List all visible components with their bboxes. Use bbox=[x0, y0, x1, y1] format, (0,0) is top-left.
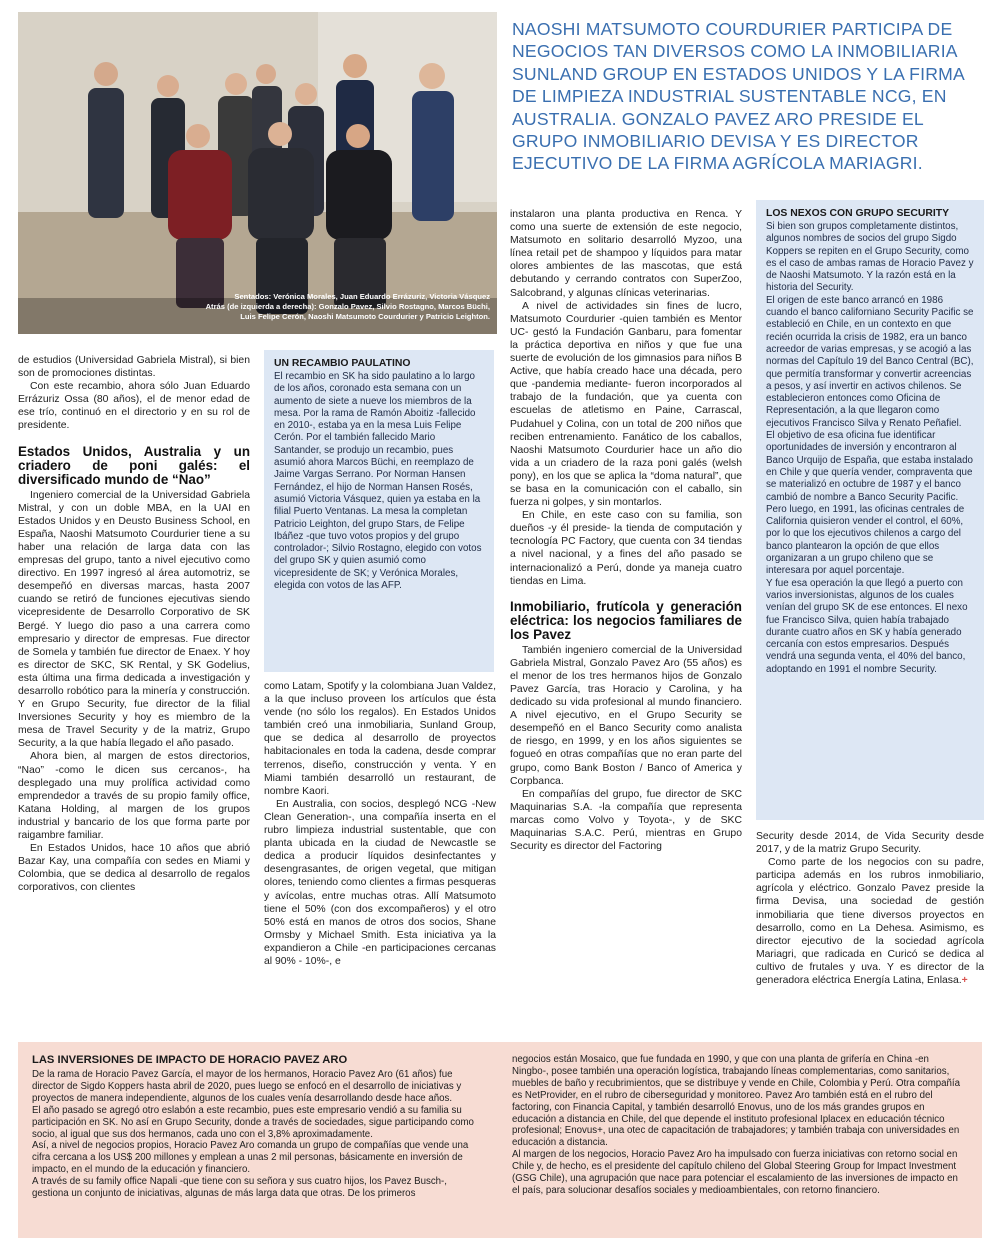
inversiones-right-column bbox=[512, 1054, 964, 1197]
nexos-paragraph-3: El objetivo de esa oficina fue identificar oportunidades de inversión y encontraron al Banco Urquijo de España, que estaba instalado en Chile y que quería vender, compraventa que se materializó en octubre de 1987 y el banco cambió de nombre a Banco Security Pacific. bbox=[766, 430, 973, 503]
col1-subheading: Estados Unidos, Australia y un criadero de poni galés: el diversificado mundo de “Nao” bbox=[18, 443, 250, 487]
inversiones-left-column bbox=[32, 1069, 484, 1200]
col1-paragraph-4: Ahora bien, al margen de estos directorios, “Nao” -como le dicen sus cercanos-, ha desplegado una muy prolífica actividad como emprendedor a través de su propio family office, Katana Holding, al margen de los grupos industrial y bancario de los que forma parte por raigambre familiar. bbox=[18, 751, 250, 841]
col3-paragraph-5: En compañías del grupo, fue director de SKC Maquinarias S.A. -la compañía que representa marcas como Volvo y Toyota-, y de SKC Maquinarias S.A.C. Perú, mientras en Grupo Security es director del Factoring bbox=[510, 788, 742, 853]
inversiones-paragraph-2: El año pasado se agregó otro eslabón a este recambio, pues este empresario vendió a su familia su participación en SK. No así en Grupo Security, donde a través de sociedades, sigue participando como socio, al igual que sus dos hermanos, cada uno con el 3,8% aproximadamente. bbox=[32, 1104, 474, 1140]
photo-caption bbox=[160, 292, 490, 322]
col1-paragraph-5: En Estados Unidos, hace 10 años que abrió Bazar Kay, una compañía con sedes en Miami y Colombia, que se dedica al desarrollo de regalos corporativos, con clientes bbox=[18, 843, 250, 894]
col3-subheading: Inmobiliario, frutícola y generación eléctrica: los negocios familiares de los Pavez bbox=[510, 598, 742, 642]
nexos-paragraph-4: Pero luego, en 1991, las oficinas centrales de California quisieron vender el control, el 60%, por lo que los ejecutivos chilenos a cargo del banco plantearon la opción de que ellos organizaran a un grupo chileno que se interesara por aquel porcentaje. bbox=[766, 503, 965, 577]
col1-paragraph-3: Ingeniero comercial de la Universidad Gabriela Mistral, y con un doble MBA, en la UAI en Estados Unidos y en Deusto Business School, en España, Naoshi Matsumoto Courdurier tiene a su haber una relación de larga data con las empresas del grupo, tanto a nivel ejecutivo como directivo. En 1997 ingresó al área automotriz, se desempeñó en diversas marcas, hasta 2007 cuando se retiró de funciones ejecutivas siendo vicepresidente de Desarrollo Corporativo de SK Bergé. Y luego dio paso a una carrera como empresario y director de empresas. Fue director de Somela y también fue director de Enaex. Y hoy es director de SKC, SK Rental, y SK Godelius, esta última una firma dedicada a investigación y desarrollo robótico para la minería y construcción. Y en Grupo Security, fue director de la filial Inversiones Security y hoy es miembro de la mesa de Travel Security y de la matriz, Grupo Security, a la que había llegado el año pasado. bbox=[18, 489, 250, 750]
recambio-title: UN RECAMBIO PAULATINO bbox=[274, 358, 411, 369]
nexos-title: LOS NEXOS CON GRUPO SECURITY bbox=[766, 208, 950, 219]
end-mark: + bbox=[961, 975, 968, 987]
nexos-paragraph-2: El origen de este banco arrancó en 1986 cuando el banco californiano Security Pacific se estableció en Chile, en un contexto en que recién ocurrida la crisis de 1982, era un banco acreedor de varias empresas, y se acogió a las normas del Capítulo 19 del Banco Central (BC), que permitía transformar y convertir acreencias a pesos, y así invertir en activos chilenos. Se establecieron entonces como Oficina de Representación, a la que llegaron como ejecutivos Francisco Silva y Renato Peñafiel. bbox=[766, 294, 974, 429]
col2-paragraph-1: como Latam, Spotify y la colombiana Juan Valdez, a la que incluso proveen los artículos que ésta vende (no sólo los regalos). En Estados Unidos también creó una inmobiliaria, Sunland Group, que se dedica al desarrollo de proyectos habitacionales en toda la cadena, desde comprar terrenos, diseño, construcción y venta. Y en Miami también desarrolló un restaurant, de nombre Kaori. bbox=[264, 681, 496, 797]
col1-paragraph-1: de estudios (Universidad Gabriela Mistral), si bien son de promociones distintas. bbox=[18, 355, 250, 380]
column-4 bbox=[756, 830, 984, 987]
col3-paragraph-4: También ingeniero comercial de la Universidad Gabriela Mistral, Gonzalo Pavez Aro (55 años) es el menor de los tres hermanos hijos de Gonzalo Pavez García, tras Horacio y Carolina, y ha dedicado su vida profesional al mundo financiero. A nivel ejecutivo, en el Grupo Security se desempeñó en el Banco Security como analista de riesgo, en 1999, y en los años siguientes se fogueó en otras compañías que no eran parte del grupo, como Bank Boston / Banco of America y Corpbanca. bbox=[510, 644, 742, 787]
column-1 bbox=[18, 354, 250, 894]
col4-paragraph-1: Security desde 2014, de Vida Security desde 2017, y de la matriz Grupo Security. bbox=[756, 831, 984, 856]
nexos-paragraph-1: Si bien son grupos completamente distintos, algunos nombres de socios del grupo Sigdo Koppers se repiten en el Grupo Security, como es el caso de ambas ramas de Horacio Pavez y de Naoshi Matsumoto. Y la razón está en la historia del Security. bbox=[766, 221, 974, 294]
inversiones-paragraph-1: De la rama de Horacio Pavez García, el mayor de los hermanos, Horacio Pavez Aro (61 años) fue director de Sigdo Koppers hasta abril de 2020, pues luego se enfocó en el desarrollo de iniciativas y proyectos de manera independiente, algunos de los cuales venía desarrollando desde hace años. bbox=[32, 1069, 462, 1104]
inversiones-paragraph-4: A través de su family office Napali -que tiene con su señora y sus cuatro hijos, los Pavez Busch-, gestiona un conjunto de iniciativas, algunas de más larga data que otras. De los primeros bbox=[32, 1176, 447, 1200]
group-photo bbox=[18, 12, 497, 334]
inversiones-paragraph-6: Al margen de los negocios, Horacio Pavez Aro ha impulsado con fuerza iniciativas con retorno social en Chile y, de hecho, es el presidente del capítulo chileno del Global Steering Group for Impact Investment (GSG Chile), una agrupación que nace para potenciar el escalamiento de las inversiones de impacto en el país, para solucionar desafíos sociales y medioambientales, con retorno financiero. bbox=[512, 1149, 958, 1196]
col3-paragraph-2: A nivel de actividades sin fines de lucro, Matsumoto Courdurier -quien también es Mentor UC- gestó la Fundación Ganbaru, para fomentar la práctica deportiva en niños y que fue una suerte de evolución de los gimnasios para niños B Active, que había creado hace una década, pero que -pandemia mediante- fueron incorporados al trabajo de la fundación, que ya cuenta con escuelas de atletismo en Paine, Carrascal, Pudahuel y Colina, con un total de 200 niños que reciben entrenamiento. Fanático de los caballos, Naoshi Matsumoto Courdurier hace un año dio vida a un criadero de la raza poni galés (welsh pony), en los que se aplica la “doma natural”, que se basa en la comunicación con el caballo, sin fuerza ni golpes, y sin montarlos. bbox=[510, 300, 742, 509]
col2-paragraph-2: En Australia, con socios, desplegó NCG -New Clean Generation-, una compañía inserta en el rubro limpieza industrial sustentable, que con planta ubicada en la ciudad de Newcastle se dedica a producir líquidos desinfectantes y desengrasantes, de origen vegetal, que mitigan olores, teniendo como clientes a firmas pesqueras y avícolas, entre muchas otras. Allí Matsumoto tiene el 50% (con dos excompañeros) y el otro 50% está en manos de otros dos socios, Shane Ormsby y Michael Smith. Esta iniciativa ya la expandieron a Chile -en participaciones cercanas al 90% - 10%-, e bbox=[264, 798, 496, 967]
nexos-sidebar bbox=[756, 200, 984, 820]
nexos-body bbox=[766, 221, 974, 676]
inversiones-paragraph-3: Así, a nivel de negocios propios, Horacio Pavez Aro comanda un grupo de compañías que vende una cifra cercana a los US$ 200 millones y emplean a unas 2 mil personas, básicamente en inversión de impacto, en el mundo de la educación y financiero. bbox=[32, 1140, 469, 1176]
recambio-body: El recambio en SK ha sido paulatino a lo largo de los años, coronado esta semana con un aumento de siete a nueve los miembros de la mesa. Por la rama de Ramón Aboitiz -fallecido en 2010-, estaba ya en la mesa Luis Felipe Cerón. Por el también fallecido Mario Santander, se produjo un recambio, pues asumió ahora Marcos Büchi, en reemplazo de Jaime Vargas Serrano. Por Norman Hansen Fernández, el hijo de Norman Hansen Rosés, asumió Victoria Vásquez, quien ya estaba en la filial Puerto Ventanas. La mesa la completan Patricio Leighton, del grupo Stars, de Felipe Ibáñez -que tuvo votos propios y del grupo controlador-; Silvio Rostagno, elegido con votos del grupo SK y quien asumió como vicepresidente de SK; y Verónica Morales, elegida con votos de las AFP. bbox=[274, 371, 482, 592]
col3-paragraph-3: En Chile, en este caso con su familia, son dueños -y él preside- la tienda de computación y tecnología PC Factory, que cuenta con 34 tiendas a nivel nacional, y a fines del año pasado se internacionalizó a Perú, donde ya maneja cuatro tiendas en Lima. bbox=[510, 510, 742, 587]
recambio-sidebar bbox=[264, 350, 494, 672]
column-2 bbox=[264, 680, 496, 968]
inversiones-paragraph-5: negocios están Mosaico, que fue fundada en 1990, y que con una planta de grifería en China -en Ningbo-, posee también una operación logística, trabajando líneas complementarias, como sanitarios, muebles de baño y recubrimientos, que se distribuye y vende en Chile, Colombia y Perú. Otra compañía es NetProvider, en el rubro de ciberseguridad y monitoreo. Pavez Aro también está en el rubro del factoring, con Financia Capital, y también desarrolló Enovus, uno de los más grandes grupos en educación a distancia en Chile, del que depende el instituto profesional Iplacex en educación técnico profesional; Enovus+, una otec de capacitación de trabajadores; y también trabaja con universidades en educación a distancia. bbox=[512, 1054, 961, 1149]
article-deck: NAOSHI MATSUMOTO COURDURIER PARTICIPA DE NEGOCIOS TAN DIVERSOS COMO LA INMOBILIARIA SUNLAND GROUP EN ESTADOS UNIDOS Y LA FIRMA DE LIMPIEZA INDUSTRIAL SUSTENTABLE NCG, EN AUSTRALIA. GONZALO PAVEZ ARO PRESIDE EL GRUPO INMOBILIARIO DEVISA Y ES DIRECTOR EJECUTIVO DE LA FIRMA AGRÍCOLA MARIAGRI. bbox=[512, 19, 964, 174]
group-photo-illustration bbox=[18, 12, 497, 334]
col4-paragraph-2-text: Como parte de los negocios con su padre, participa además en los rubros inmobiliario, agrícola y eléctrico. Gonzalo Pavez preside la firma Devisa, una sociedad de gestión inmobiliaria que tiene diversos proyectos en desarrollo, como en La Dehesa. Asimismo, es director ejecutivo de la sociedad agrícola Mariagri, que radicada en Curicó se dedica al cultivo de frutales y uva. Y es director de la generadora eléctrica Energía Latina, Enlasa. bbox=[756, 857, 984, 987]
col1-paragraph-2: Con este recambio, ahora sólo Juan Eduardo Errázuriz Ossa (80 años), el de menor edad de ese trío, continuó en el directorio y en su rol de presidente. bbox=[18, 381, 250, 432]
caption-line-2: Atrás (de izquierda a derecha): Gonzalo Pavez, Silvio Rostagno, Marcos Büchi, bbox=[205, 302, 490, 311]
caption-line-1: Sentados: Verónica Morales, Juan Eduardo Errázuriz, Victoria Vásquez bbox=[234, 292, 490, 301]
caption-line-3: Luis Felipe Cerón, Naoshi Matsumoto Courdurier y Patricio Leighton. bbox=[240, 312, 490, 321]
inversiones-title: LAS INVERSIONES DE IMPACTO DE HORACIO PAVEZ ARO bbox=[32, 1054, 348, 1066]
inversiones-box bbox=[18, 1042, 982, 1238]
col4-paragraph-2 bbox=[756, 856, 984, 987]
col3-paragraph-1: instalaron una planta productiva en Renca. Y como una suerte de extensión de este negocio, Matsumoto en solitario desarrolló Myzoo, una línea retail pet de shampoo y líquidos para matar olores ambientes de las mascotas, que está debutando y cerrando contratos con SuperZoo, Salcobrand, y algunas clínicas veterinarias. bbox=[510, 209, 742, 299]
nexos-paragraph-5: Y fue esa operación la que llegó a puerto con varios inversionistas, algunos de los cuales venían del grupo SK de ese entonces. El nexo fue Francisco Silva, quien había trabajado durante cuatro años en SK y había generado cercanía con estos empresarios. Después vendrá una segunda venta, el 40% del banco, adoptando en 1991 el nombre Security. bbox=[766, 577, 968, 675]
column-3 bbox=[510, 208, 742, 853]
